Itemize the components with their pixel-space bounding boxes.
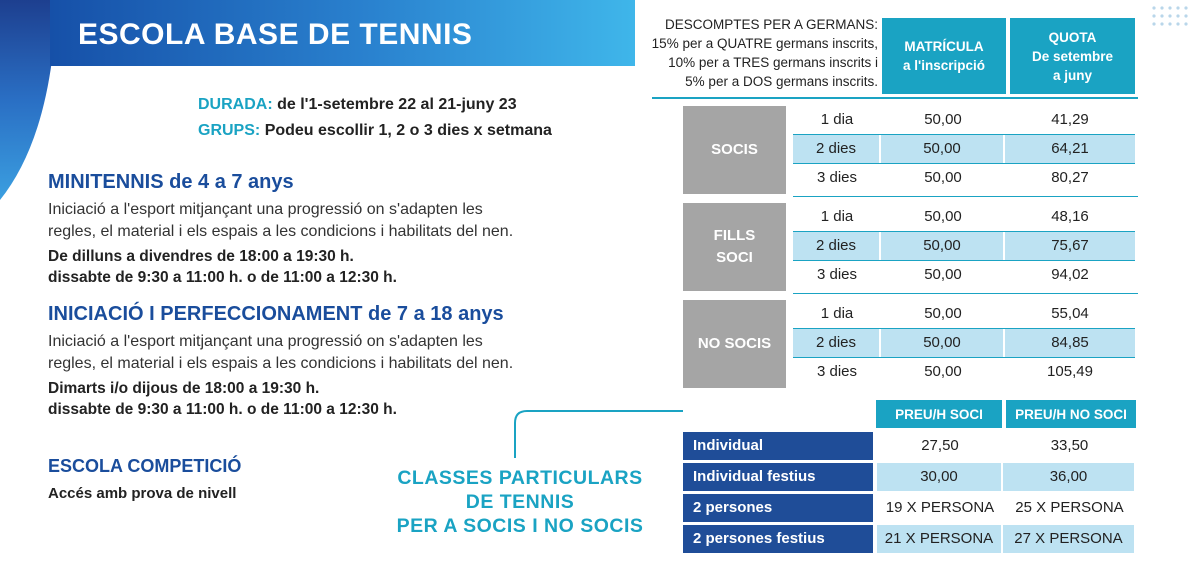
private-classes-title-line-3: PER A SOCIS I NO SOCIS bbox=[396, 515, 644, 537]
days-cell: 1 dia bbox=[820, 111, 854, 128]
days-cell: 3 dies bbox=[816, 363, 858, 380]
table-row bbox=[683, 463, 1136, 491]
table-row bbox=[793, 106, 1135, 135]
iniciacio-desc-1: Iniciació a l'esport mitjançant una progressió on s'adapten les bbox=[48, 333, 483, 350]
group-label-no-socis bbox=[683, 300, 786, 388]
days-cell: 1 dia bbox=[820, 305, 854, 322]
minitennis-schedule-2: dissabte de 9:30 a 11:00 h. o de 11:00 a 12:30 h. bbox=[48, 269, 397, 286]
days-cell: 1 dia bbox=[820, 208, 854, 225]
minitennis-desc-2: regles, el material i els espais a les condicions i habilitats del nen. bbox=[48, 223, 514, 240]
sibling-discounts bbox=[640, 15, 878, 91]
group-divider bbox=[793, 196, 1138, 197]
table-row bbox=[793, 300, 1135, 329]
private-classes-title-line-1: CLASSES PARTICULARS bbox=[397, 467, 643, 489]
table-row bbox=[793, 203, 1135, 232]
private-classes-title-line-2: DE TENNIS bbox=[465, 491, 575, 513]
quota-cell: 64,21 bbox=[1005, 135, 1135, 163]
matricula-cell: 50,00 bbox=[924, 208, 962, 225]
soci-price-cell: 27,50 bbox=[921, 437, 959, 454]
private-classes-title bbox=[372, 466, 668, 538]
header-preu-no-soci: PREU/H NO SOCI bbox=[1006, 400, 1136, 428]
matricula-cell: 50,00 bbox=[924, 266, 962, 283]
header-quota-line-1: QUOTA bbox=[1048, 29, 1097, 45]
table-row bbox=[793, 232, 1135, 261]
iniciacio-desc-2: regles, el material i els espais a les condicions i habilitats del nen. bbox=[48, 355, 514, 372]
matricula-cell: 50,00 bbox=[881, 329, 1003, 357]
header-matricula-line-2: a l'inscripció bbox=[903, 58, 985, 73]
days-cell: 3 dies bbox=[816, 169, 858, 186]
group-divider bbox=[793, 293, 1138, 294]
quota-cell: 41,29 bbox=[1051, 111, 1089, 128]
matricula-cell: 50,00 bbox=[881, 232, 1003, 260]
group-label-no-socis-text: NO SOCIS bbox=[697, 335, 772, 352]
discount-line-4: 5% per a DOS germans inscrits. bbox=[685, 74, 878, 89]
matricula-cell: 50,00 bbox=[881, 135, 1003, 163]
table-row bbox=[793, 358, 1135, 386]
discount-line-1: DESCOMPTES PER A GERMANS: bbox=[664, 17, 878, 32]
row-label: Individual festius bbox=[683, 463, 873, 491]
quota-cell: 55,04 bbox=[1051, 305, 1089, 322]
soci-price-cell: 19 X PERSONA bbox=[885, 499, 995, 516]
matricula-cell: 50,00 bbox=[924, 363, 962, 380]
matricula-cell: 50,00 bbox=[924, 111, 962, 128]
table-row bbox=[683, 494, 1136, 522]
table-row bbox=[793, 329, 1135, 358]
groups-value: Podeu escollir 1, 2 o 3 dies x setmana bbox=[264, 122, 552, 139]
no-soci-price-cell: 25 X PERSONA bbox=[1015, 499, 1124, 516]
header-quota-line-2: De setembre bbox=[1031, 48, 1114, 64]
iniciacio-title: INICIACIÓ I PERFECCIONAMENT de 7 a 18 anys bbox=[48, 303, 504, 325]
iniciacio-schedule-1: Dimarts i/o dijous de 18:00 a 19:30 h. bbox=[48, 380, 320, 397]
group-label-fills-soci-line-1: FILLS bbox=[713, 227, 756, 244]
row-label: 2 persones festius bbox=[683, 525, 873, 553]
no-soci-price-cell: 33,50 bbox=[1050, 437, 1089, 454]
group-rows-socis bbox=[793, 106, 1135, 192]
duration-line bbox=[198, 96, 517, 114]
quota-cell: 94,02 bbox=[1051, 266, 1089, 283]
group-label-socis-text: SOCIS bbox=[711, 141, 758, 158]
table-row bbox=[793, 135, 1135, 164]
duration-value: de l'1-setembre 22 al 21-juny 23 bbox=[277, 96, 517, 113]
group-rows-fills-soci bbox=[793, 203, 1135, 289]
header-matricula-line-1: MATRÍCULA bbox=[904, 39, 984, 54]
minitennis-schedule-1: De dilluns a divendres de 18:00 a 19:30 h. bbox=[48, 248, 354, 265]
groups-label: GRUPS: bbox=[198, 122, 261, 139]
days-cell: 2 dies bbox=[793, 232, 879, 260]
competicio-desc: Accés amb prova de nivell bbox=[48, 485, 237, 502]
group-label-fills-soci-line-2: SOCI bbox=[716, 249, 753, 266]
header-preu-soci: PREU/H SOCI bbox=[876, 400, 1002, 428]
group-label-socis bbox=[683, 106, 786, 194]
duration-label: DURADA: bbox=[198, 96, 273, 113]
table-row bbox=[793, 164, 1135, 192]
row-label: 2 persones bbox=[683, 494, 873, 522]
days-cell: 2 dies bbox=[793, 135, 879, 163]
no-soci-price-cell: 27 X PERSONA bbox=[1003, 525, 1134, 553]
quota-cell: 105,49 bbox=[1047, 363, 1093, 380]
quota-cell: 75,67 bbox=[1005, 232, 1135, 260]
private-classes-table bbox=[683, 432, 1136, 553]
no-soci-price-cell: 36,00 bbox=[1003, 463, 1134, 491]
matricula-cell: 50,00 bbox=[924, 305, 962, 322]
days-cell: 3 dies bbox=[816, 266, 858, 283]
days-cell: 2 dies bbox=[793, 329, 879, 357]
header-quota-line-3: a juny bbox=[1052, 67, 1092, 83]
page-title: ESCOLA BASE DE TENNIS bbox=[78, 18, 473, 51]
fee-table-top-rule bbox=[652, 97, 1138, 99]
competicio-title: ESCOLA COMPETICIÓ bbox=[48, 456, 242, 476]
minitennis-desc-1: Iniciació a l'esport mitjançant una progressió on s'adapten les bbox=[48, 201, 483, 218]
soci-price-cell: 21 X PERSONA bbox=[877, 525, 1001, 553]
header-quota bbox=[1010, 18, 1135, 94]
table-row bbox=[683, 525, 1136, 553]
discount-line-2: 15% per a QUATRE germans inscrits, bbox=[651, 36, 878, 51]
table-row bbox=[793, 261, 1135, 289]
quota-cell: 84,85 bbox=[1005, 329, 1135, 357]
minitennis-title: MINITENNIS de 4 a 7 anys bbox=[48, 171, 294, 193]
groups-line bbox=[198, 122, 552, 140]
header-matricula bbox=[882, 18, 1006, 94]
decorative-dots bbox=[1150, 4, 1190, 34]
iniciacio-schedule-2: dissabte de 9:30 a 11:00 h. o de 11:00 a 12:30 h. bbox=[48, 401, 397, 418]
quota-cell: 48,16 bbox=[1051, 208, 1089, 225]
row-label: Individual bbox=[683, 432, 873, 460]
connector-line bbox=[505, 395, 685, 460]
group-label-fills-soci bbox=[683, 203, 786, 291]
discount-line-3: 10% per a TRES germans inscrits i bbox=[668, 55, 878, 70]
table-row bbox=[683, 432, 1136, 460]
soci-price-cell: 30,00 bbox=[877, 463, 1001, 491]
group-rows-no-socis bbox=[793, 300, 1135, 386]
quota-cell: 80,27 bbox=[1051, 169, 1089, 186]
matricula-cell: 50,00 bbox=[924, 169, 962, 186]
